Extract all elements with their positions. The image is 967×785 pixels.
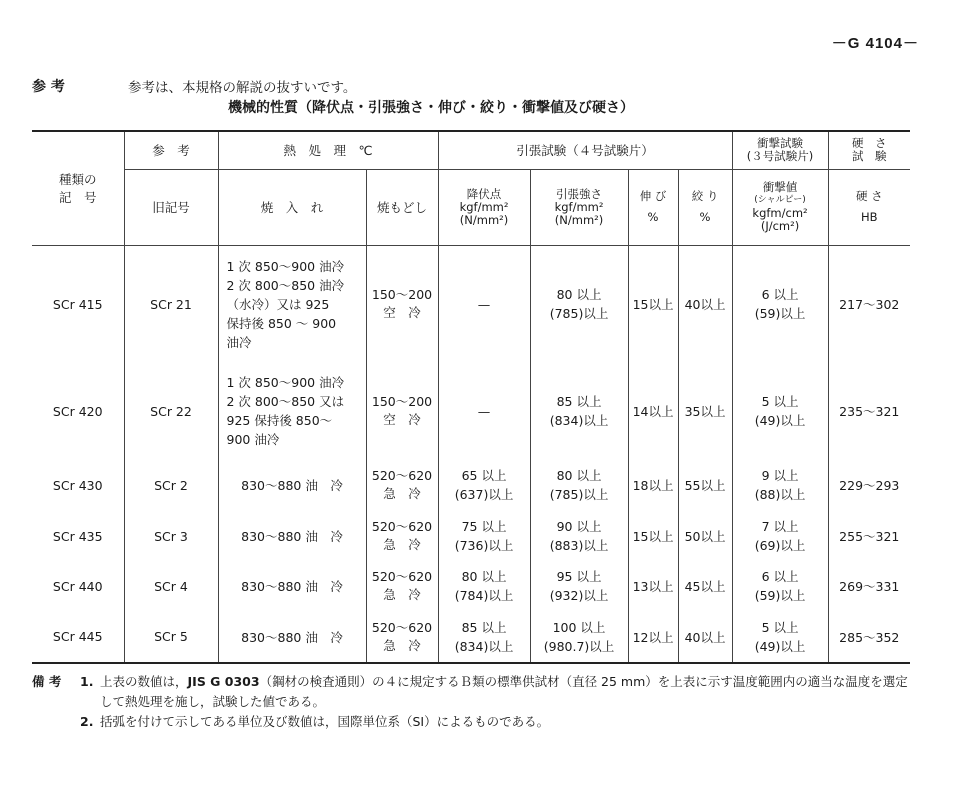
tempering-cell-line: 急 冷 — [383, 486, 421, 501]
impact-value-cell-line: (59)以上 — [754, 306, 806, 322]
tempering-cell-line: 150〜200 — [371, 394, 433, 409]
header-tensile-strength — [530, 169, 628, 245]
header-quenching: 焼 入 れ — [218, 169, 366, 245]
quenching-cell-line: 925 保持後 850〜 — [226, 413, 333, 428]
note-text-standard: JIS G 0303 — [187, 674, 260, 689]
header-heat-treatment: 熱 処 理 ℃ — [218, 131, 438, 169]
tensile-strength-cell-line: 90 以上 — [556, 519, 602, 534]
old-symbol-cell: SCr 3 — [124, 511, 218, 561]
impact-value-cell-line: 5 以上 — [761, 619, 799, 635]
quenching-cell-line: 830〜880 油 冷 — [241, 579, 343, 594]
impact-value-cell — [732, 561, 828, 611]
header-tensile-unit-si: (N/mm²) — [554, 212, 604, 227]
note-number: 2. — [80, 714, 94, 729]
header-grade-label: 種類の 記 号 — [58, 172, 97, 206]
old-symbol-cell: SCr 22 — [124, 363, 218, 459]
page-number: －G 4104－ — [831, 35, 919, 52]
quenching-cell-line: 830〜880 油 冷 — [241, 629, 343, 645]
yield-point-cell-line: (834)以上 — [454, 638, 514, 654]
tempering-cell — [366, 459, 438, 511]
header-yield-point — [438, 169, 530, 245]
notes-label: 備 考 — [32, 674, 62, 689]
note-text — [100, 672, 912, 712]
header-elongation-unit: % — [647, 210, 659, 224]
table-row — [32, 561, 910, 611]
hardness-cell: 255〜321 — [828, 511, 910, 561]
header-hardness-test-label: 硬 さ 試 験 — [852, 136, 887, 164]
quenching-cell-line: 2 次 800〜850 油冷 — [226, 277, 345, 293]
quenching-cell-line: 油冷 — [226, 334, 252, 350]
hardness-cell: 217〜302 — [828, 245, 910, 363]
impact-value-cell — [732, 459, 828, 511]
quenching-cell-line: 2 次 800〜850 又は — [226, 394, 345, 409]
tensile-strength-cell-line: (785)以上 — [549, 487, 609, 502]
tensile-strength-cell-line: (980.7)以上 — [543, 638, 615, 654]
tensile-strength-cell-line: (932)以上 — [549, 588, 609, 603]
reduction-cell: 50以上 — [678, 511, 732, 561]
quenching-cell-line: 830〜880 油 冷 — [241, 478, 343, 493]
header-impact-value-label: 衝撃値 — [762, 180, 798, 194]
header-reduction-label: 絞 り — [691, 189, 719, 203]
tempering-cell-line: 150〜200 — [371, 287, 433, 303]
reduction-cell: 40以上 — [678, 245, 732, 363]
elongation-cell: 15以上 — [628, 511, 678, 561]
quenching-cell-line: 1 次 850〜900 油冷 — [226, 258, 345, 274]
tempering-cell-line: 空 冷 — [383, 412, 421, 427]
note-item — [32, 712, 912, 732]
notes — [32, 672, 912, 732]
header-impact-value — [732, 169, 828, 245]
note-text-pre: 上表の数値は， — [100, 674, 188, 689]
reference-label: 参 考 — [32, 79, 65, 95]
table-row — [32, 459, 910, 511]
yield-point-cell-line: (736)以上 — [454, 538, 514, 553]
hardness-cell: 269〜331 — [828, 561, 910, 611]
header-tensile-label: 引張強さ — [556, 186, 603, 201]
impact-value-cell — [732, 611, 828, 663]
impact-value-cell-line: 6 以上 — [761, 569, 799, 584]
elongation-cell: 12以上 — [628, 611, 678, 663]
tensile-strength-cell-line: 95 以上 — [556, 569, 602, 584]
yield-point-cell — [438, 561, 530, 611]
yield-point-cell-line: (637)以上 — [454, 487, 514, 502]
hardness-cell: 235〜321 — [828, 363, 910, 459]
note-text-post: （鋼材の検査通則）の４に規定するＢ類の標準供試材（直径 25 mm）を上表に示す温度範囲内の適当な温度を選定して熱処理を施し，試験した値である。 — [100, 674, 908, 709]
tensile-strength-cell-line: 100 以上 — [552, 619, 606, 635]
quenching-cell — [218, 561, 366, 611]
tensile-strength-cell — [530, 611, 628, 663]
tempering-cell-line: 急 冷 — [383, 637, 421, 653]
note-text: 括弧を付けて示してある単位及び数値は，国際単位系（SI）によるものである。 — [100, 714, 550, 729]
impact-value-cell-line: 9 以上 — [761, 468, 799, 483]
impact-value-cell-line: 5 以上 — [761, 394, 799, 409]
tensile-strength-cell — [530, 459, 628, 511]
tempering-cell — [366, 511, 438, 561]
hardness-cell: 285〜352 — [828, 611, 910, 663]
yield-point-cell-line: 75 以上 — [461, 519, 507, 534]
reduction-cell: 35以上 — [678, 363, 732, 459]
header-impact-unit: kgfm/cm² — [752, 206, 808, 220]
impact-value-cell-line: 7 以上 — [761, 519, 799, 534]
yield-point-cell-line: 65 以上 — [461, 468, 507, 483]
reduction-cell: 40以上 — [678, 611, 732, 663]
header-elongation-label: 伸 び — [639, 189, 667, 203]
header-hardness-test — [828, 131, 910, 169]
header-tempering: 焼もどし — [366, 169, 438, 245]
grade-cell: SCr 420 — [32, 363, 124, 459]
impact-value-cell — [732, 363, 828, 459]
tempering-cell-line: 520〜620 — [371, 519, 433, 534]
quenching-cell-line: 830〜880 油 冷 — [241, 529, 343, 544]
grade-cell: SCr 440 — [32, 561, 124, 611]
tempering-cell — [366, 363, 438, 459]
header-impact-test-label: 衝撃試験 — [757, 136, 804, 151]
tempering-cell-line: 520〜620 — [371, 569, 433, 584]
elongation-cell: 13以上 — [628, 561, 678, 611]
table-row — [32, 245, 910, 363]
yield-point-cell — [438, 611, 530, 663]
impact-value-cell-line: (49)以上 — [754, 413, 806, 428]
quenching-cell — [218, 459, 366, 511]
tempering-cell — [366, 611, 438, 663]
header-tensile-test: 引張試験（４号試験片） — [438, 131, 732, 169]
yield-point-cell-line: — — [477, 403, 491, 419]
impact-value-cell-line: (49)以上 — [754, 638, 806, 654]
impact-value-cell-line: (88)以上 — [754, 487, 806, 502]
tensile-strength-cell-line: (785)以上 — [549, 306, 609, 322]
header-impact-value-note: (シャルピー) — [754, 195, 806, 205]
header-reduction-unit: % — [699, 210, 711, 224]
elongation-cell: 14以上 — [628, 363, 678, 459]
yield-point-cell — [438, 363, 530, 459]
impact-value-cell-line: (59)以上 — [754, 588, 806, 603]
tempering-cell-line: 急 冷 — [383, 537, 421, 552]
header-reference: 参 考 — [124, 131, 218, 169]
yield-point-cell-line: — — [477, 296, 491, 312]
elongation-cell: 18以上 — [628, 459, 678, 511]
quenching-cell — [218, 611, 366, 663]
tempering-cell-line: 急 冷 — [383, 587, 421, 602]
note-item — [32, 672, 912, 712]
header-impact-test — [732, 131, 828, 169]
tensile-strength-cell — [530, 245, 628, 363]
tempering-cell — [366, 245, 438, 363]
reference-text: 参考は、本規格の解説の抜すいです。 — [128, 80, 357, 96]
impact-value-cell-line: (69)以上 — [754, 538, 806, 553]
header-hardness-label: 硬 さ — [855, 189, 883, 203]
yield-point-cell — [438, 511, 530, 561]
table-row — [32, 363, 910, 459]
quenching-cell-line: 保持後 850 〜 900 — [226, 315, 337, 331]
old-symbol-cell: SCr 21 — [124, 245, 218, 363]
header-impact-unit-si: (J/cm²) — [760, 219, 800, 233]
quenching-cell — [218, 245, 366, 363]
grade-cell: SCr 435 — [32, 511, 124, 561]
quenching-cell-line: 1 次 850〜900 油冷 — [226, 375, 345, 390]
tempering-cell-line: 空 冷 — [383, 305, 421, 321]
header-hardness — [828, 169, 910, 245]
grade-cell: SCr 415 — [32, 245, 124, 363]
tensile-strength-cell-line: 85 以上 — [556, 394, 602, 409]
old-symbol-cell: SCr 5 — [124, 611, 218, 663]
note-number: 1. — [80, 674, 94, 689]
yield-point-cell-line: (784)以上 — [454, 588, 514, 603]
yield-point-cell — [438, 245, 530, 363]
impact-value-cell — [732, 511, 828, 561]
reduction-cell: 45以上 — [678, 561, 732, 611]
impact-value-cell-line: 6 以上 — [761, 287, 799, 303]
table-title: 機械的性質（降伏点・引張強さ・伸び・絞り・衝撃値及び硬さ） — [228, 100, 634, 116]
header-reduction — [678, 169, 732, 245]
tensile-strength-cell-line: 80 以上 — [556, 468, 602, 483]
tensile-strength-cell — [530, 511, 628, 561]
header-yield-label: 降伏点 — [466, 186, 502, 201]
tempering-cell-line: 520〜620 — [371, 468, 433, 483]
header-grade — [32, 131, 124, 245]
tensile-strength-cell-line: (834)以上 — [549, 413, 609, 428]
grade-cell: SCr 445 — [32, 611, 124, 663]
elongation-cell: 15以上 — [628, 245, 678, 363]
quenching-cell-line: 900 油冷 — [226, 432, 280, 447]
tensile-strength-cell — [530, 363, 628, 459]
header-old-symbol: 旧記号 — [124, 169, 218, 245]
yield-point-cell-line: 80 以上 — [461, 569, 507, 584]
header-yield-unit-si: (N/mm²) — [459, 212, 509, 227]
yield-point-cell-line: 85 以上 — [461, 619, 507, 635]
header-elongation — [628, 169, 678, 245]
old-symbol-cell: SCr 2 — [124, 459, 218, 511]
tensile-strength-cell-line: (883)以上 — [549, 538, 609, 553]
table-row — [32, 511, 910, 561]
table-row — [32, 611, 910, 663]
mechanical-properties-table — [32, 130, 910, 664]
quenching-cell — [218, 511, 366, 561]
grade-cell: SCr 430 — [32, 459, 124, 511]
header-tensile-unit: kgf/mm² — [554, 199, 604, 214]
table-body — [32, 245, 910, 663]
old-symbol-cell: SCr 4 — [124, 561, 218, 611]
quenching-cell — [218, 363, 366, 459]
tensile-strength-cell-line: 80 以上 — [556, 287, 602, 303]
tempering-cell — [366, 561, 438, 611]
hardness-cell: 229〜293 — [828, 459, 910, 511]
impact-value-cell — [732, 245, 828, 363]
tensile-strength-cell — [530, 561, 628, 611]
header-hardness-unit: HB — [861, 210, 878, 224]
tempering-cell-line: 520〜620 — [371, 619, 433, 635]
header-impact-test-note: (３号試験片) — [746, 149, 814, 164]
yield-point-cell — [438, 459, 530, 511]
quenching-cell-line: （水冷）又は 925 — [226, 296, 330, 312]
reduction-cell: 55以上 — [678, 459, 732, 511]
header-yield-unit: kgf/mm² — [459, 199, 509, 214]
